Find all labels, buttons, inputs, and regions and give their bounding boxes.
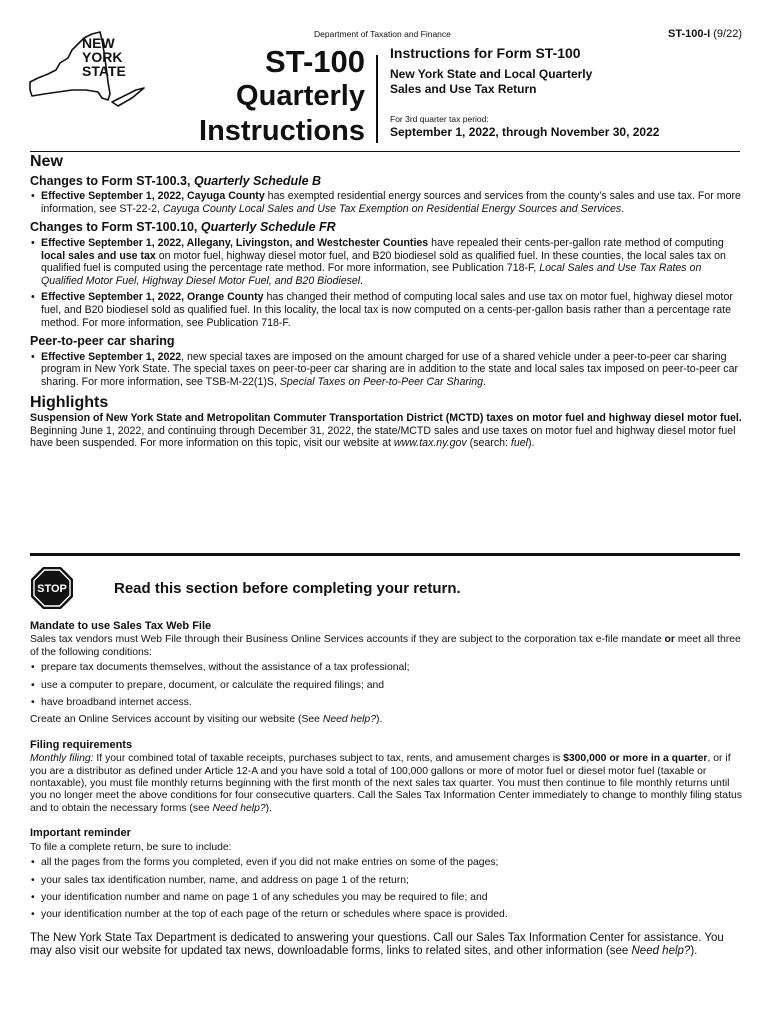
need-help-reference: Need help? [212,802,266,814]
list-item: • your identification number and name on page 1 of any schedules you may be required to file; and [30,892,742,904]
sched-fr-heading [30,221,742,234]
publication-title: Local Sales and Use Tax Rates on Qualified Motor Fuel, Highway Diesel Motor Fuel, and B20 Biodiesel [41,262,702,287]
bold-text: Effective September 1, 2022, Cayuga County [41,190,265,203]
highlights-heading: Highlights [30,393,109,411]
logo-line-1: NEW [82,35,115,51]
sched-fr-heading-prefix: Changes to Form ST-100.10, [30,220,201,235]
nys-logo [28,30,150,114]
subtitle-line-1: New York State and Local Quarterly [390,67,593,81]
mandate-paragraph [30,634,742,659]
sched-b-list [30,190,742,215]
tax-period: September 1, 2022, through November 30, 2022 [390,125,660,139]
bold-text: local sales and use tax [41,249,156,262]
instructions-title: Instructions for Form ST-100 [390,45,581,61]
need-help-reference: Need help? [322,714,376,726]
reminder-list [30,857,742,922]
body-text: . [360,274,364,287]
period-label: For 3rd quarter tax period: [390,114,489,124]
section-rule [30,553,740,556]
list-item: • prepare tax documents themselves, without the assistance of a tax professional; [30,662,742,674]
logo-line-2: YORK [82,49,123,65]
stop-label: STOP [37,583,67,595]
header-divider [376,55,378,143]
need-help-reference: Need help? [631,945,691,958]
bold-text: $300,000 or more in a quarter [563,753,708,765]
body-text: The New York State Tax Department is dedicated to answering your questions. Call our Sales Tax Information Center for assistance. You may also visit our website for updated tax news, downloadable forms, links to related sites, and other information (see [30,931,724,958]
sched-b-heading [30,175,742,188]
body-text: Sales tax vendors must Web File through their Business Online Services accounts if they are subject to the corporation tax e-file mandate [30,634,665,646]
list-item [30,237,742,287]
sched-b-heading-title: Quarterly Schedule B [193,173,322,188]
title-line-1: ST-100 [265,44,365,79]
closing-paragraph [30,932,742,959]
list-item [30,291,742,329]
lower-content [30,620,742,962]
list-item: • have broadband internet access. [30,697,742,709]
publication-title: Special Taxes on Peer-to-Peer Car Sharing [279,375,484,388]
bold-text: Effective September 1, 2022 [41,350,182,363]
new-york-state-outline-icon [28,30,150,114]
title-line-3: Instructions [199,115,365,147]
p2p-list [30,351,742,389]
body-text: on motor fuel, highway diesel motor fuel, and B20 biodiesel sold as qualified fuel. In these counties, the local sales tax on qualified fuel is computed using the percentage rate method. For more information, see Publication 718-F, [41,249,726,275]
logo-line-3: STATE [82,63,126,79]
search-term: fuel [510,437,528,450]
subtitle-line-2: Sales and Use Tax Return [390,82,537,96]
reminder-heading: Important reminder [30,827,131,840]
bold-text: Effective September 1, 2022, Orange County [41,291,264,304]
bold-text: Effective September 1, 2022, Allegany, Livingston, and Westchester Counties [41,236,429,249]
body-text: Beginning June 1, 2022, and continuing through December 31, 2022, the state/MCTD sales and use taxes on motor fuel and highway diesel motor fuel have been suspended. For more information on this topic, visit our website at [30,424,736,450]
list-item [30,190,742,215]
filing-heading: Filing requirements [30,738,133,751]
main-content [30,153,742,453]
filing-paragraph [30,753,742,815]
page-title [160,44,365,149]
italic-lead: Monthly filing: [30,753,94,765]
body-text: . [621,202,625,215]
publication-title: Cayuga County Local Sales and Use Tax Exemption on Residential Energy Sources and Services [162,202,622,215]
body-text: meet all three of the following conditions: [30,634,741,658]
body-text: , or if you are a distributor as defined under Article 12-A and you have sold a total of 100,000 gallons or more of motor fuel or diesel motor fuel (taxable or nontaxable), you must file monthly returns beginning with the first month of the next sales tax quarter. You must then continue to file monthly returns until you no longer meet the above conditions for four consecutive quarters. Call the Sales Tax Information Center immediately to change to monthly filing status and to obtain the necessary forms (see [30,753,742,814]
body-text: ). [690,945,698,958]
body-text: If your combined total of taxable receipts, purchases subject to tax, rents, and amusement charges is [93,753,564,765]
sched-fr-list [30,237,742,329]
body-text: have repealed their cents-per-gallon rate method of computing [428,236,724,249]
sched-fr-heading-title: Quarterly Schedule FR [200,220,336,235]
mandate-heading: Mandate to use Sales Tax Web File [30,620,212,632]
list-item: • all the pages from the forms you completed, even if you did not make entries on some of the pages; [30,857,742,869]
mandate-list [30,662,742,709]
form-id [668,28,742,40]
new-heading: New [30,153,63,170]
body-text: ). [375,714,383,726]
p2p-heading: Peer-to-peer car sharing [30,334,175,349]
form-revision: (9/22) [713,28,742,40]
header-rule [30,151,740,152]
bold-text: or [664,634,675,646]
form-number: ST-100-I [668,28,711,40]
title-line-2: Quarterly [236,80,365,112]
reminder-intro: To file a complete return, be sure to include: [30,841,232,853]
mandate-account-paragraph [30,714,742,726]
body-text: has changed their method of computing local sales and use tax on motor fuel, highway diesel motor fuel, and B20 biodiesel sold as qualified fuel. In this locality, the local tax is now computed on a cents-per-gallon basis rather than a percentage rate method. For more information, see Publication 718-F. [41,291,733,329]
body-text: has exempted residential energy sources and services from the county’s sales and use tax. For more information, see ST-22-2, [41,190,741,215]
body-text: (search: [466,437,511,450]
list-item: • your identification number at the top of each page of the return or schedules where space is provided. [30,909,742,921]
instructions-subtitle [390,67,650,97]
body-text: ). [265,802,273,814]
body-text: . [483,375,486,388]
bold-text: Suspension of New York State and Metropolitan Commuter Transportation District (MCTD) taxes on motor fuel and highway diesel motor fuel. [30,412,742,425]
sched-b-heading-prefix: Changes to Form ST-100.3, [30,173,194,188]
list-item: • use a computer to prepare, document, or calculate the required filings; and [30,680,742,692]
body-text: ). [527,437,535,450]
highlights-paragraph [30,412,742,450]
list-item [30,351,742,389]
body-text: Create an Online Services account by visiting our website (See [30,714,323,726]
body-text: , new special taxes are imposed on the amount charged for use of a shared vehicle under a peer-to-peer car sharing program in New York State. The special taxes on peer-to-peer car sharing are in addition to the state and local sales tax imposed on peer-to-peer car sharing. For more information, see TSB-M-22(1)S, [41,350,739,388]
website-link[interactable]: www.tax.ny.gov [393,437,467,450]
department-name: Department of Taxation and Finance [314,29,451,39]
list-item: • your sales tax identification number, name, and address on page 1 of the return; [30,875,742,887]
read-notice-text: Read this section before completing your return. [114,580,461,597]
stop-sign-icon [30,566,74,610]
